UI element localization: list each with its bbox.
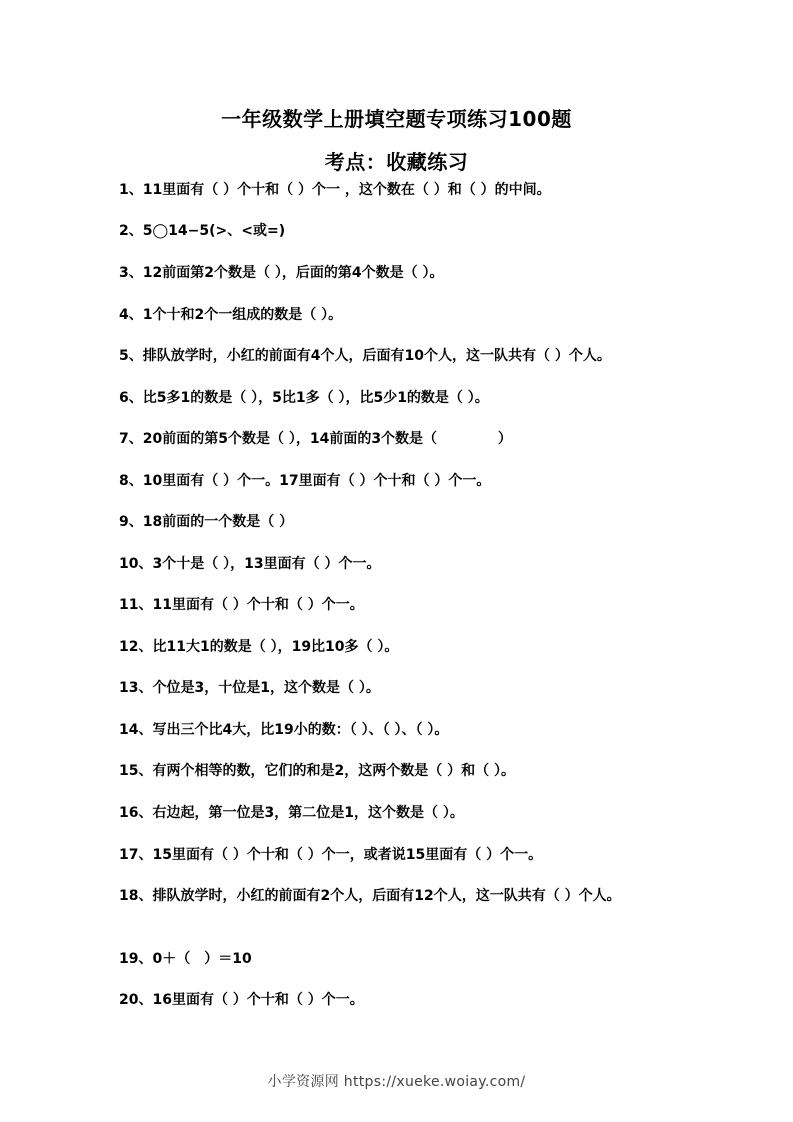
question-4: 4、1个十和2个一组成的数是（ ）。 bbox=[119, 307, 343, 323]
footer-watermark: 小学资源网 https://xueke.woiay.com/ bbox=[267, 1074, 526, 1090]
question-18: 18、排队放学时，小红的前面有2个人，后面有12个人，这一队共有（ ）个人。 bbox=[119, 888, 621, 904]
question-17: 17、15里面有（ ）个十和（ ）个一，或者说15里面有（ ）个一。 bbox=[119, 847, 543, 863]
question-20: 20、16里面有（ ）个十和（ ）个一。 bbox=[119, 992, 364, 1008]
question-16: 16、右边起，第一位是3，第二位是1，这个数是（ ）。 bbox=[119, 805, 464, 821]
question-9: 9、18前面的一个数是（ ） bbox=[119, 514, 294, 530]
question-11: 11、11里面有（ ）个十和（ ）个一。 bbox=[119, 597, 364, 613]
question-12: 12、比11大1的数是（ ），19比10多（ ）。 bbox=[119, 639, 399, 655]
page-title: 一年级数学上册填空题专项练习100题 bbox=[221, 107, 572, 131]
question-8: 8、10里面有（ ）个一。17里面有（ ）个十和（ ）个一。 bbox=[119, 473, 491, 489]
page-subtitle: 考点：收藏练习 bbox=[324, 150, 469, 174]
question-19: 19、0＋（ ）＝10 bbox=[119, 951, 252, 967]
question-15: 15、有两个相等的数，它们的和是2，这两个数是（ ）和（ ）。 bbox=[119, 763, 515, 779]
question-2: 2、5◯14−5(>、<或=) bbox=[119, 223, 286, 239]
question-6: 6、比5多1的数是（ ），5比1多（ ），比5少1的数是（ ）。 bbox=[119, 390, 489, 406]
question-7: 7、20前面的第5个数是（ ），14前面的3个数是（ ） bbox=[119, 431, 512, 447]
question-1: 1、11里面有（ ）个十和（ ）个一 ，这个数在（ ）和（ ）的中间。 bbox=[119, 182, 551, 198]
question-14: 14、写出三个比4大，比19小的数：（ ）、（ ）、（ ）。 bbox=[119, 722, 449, 738]
question-10: 10、3个十是（ ），13里面有（ ）个一。 bbox=[119, 556, 381, 572]
question-3: 3、12前面第2个数是（ ），后面的第4个数是（ ）。 bbox=[119, 265, 444, 281]
question-5: 5、排队放学时，小红的前面有4个人，后面有10个人，这一队共有（ ）个人。 bbox=[119, 348, 611, 364]
question-13: 13、个位是3，十位是1，这个数是（ ）。 bbox=[119, 680, 380, 696]
